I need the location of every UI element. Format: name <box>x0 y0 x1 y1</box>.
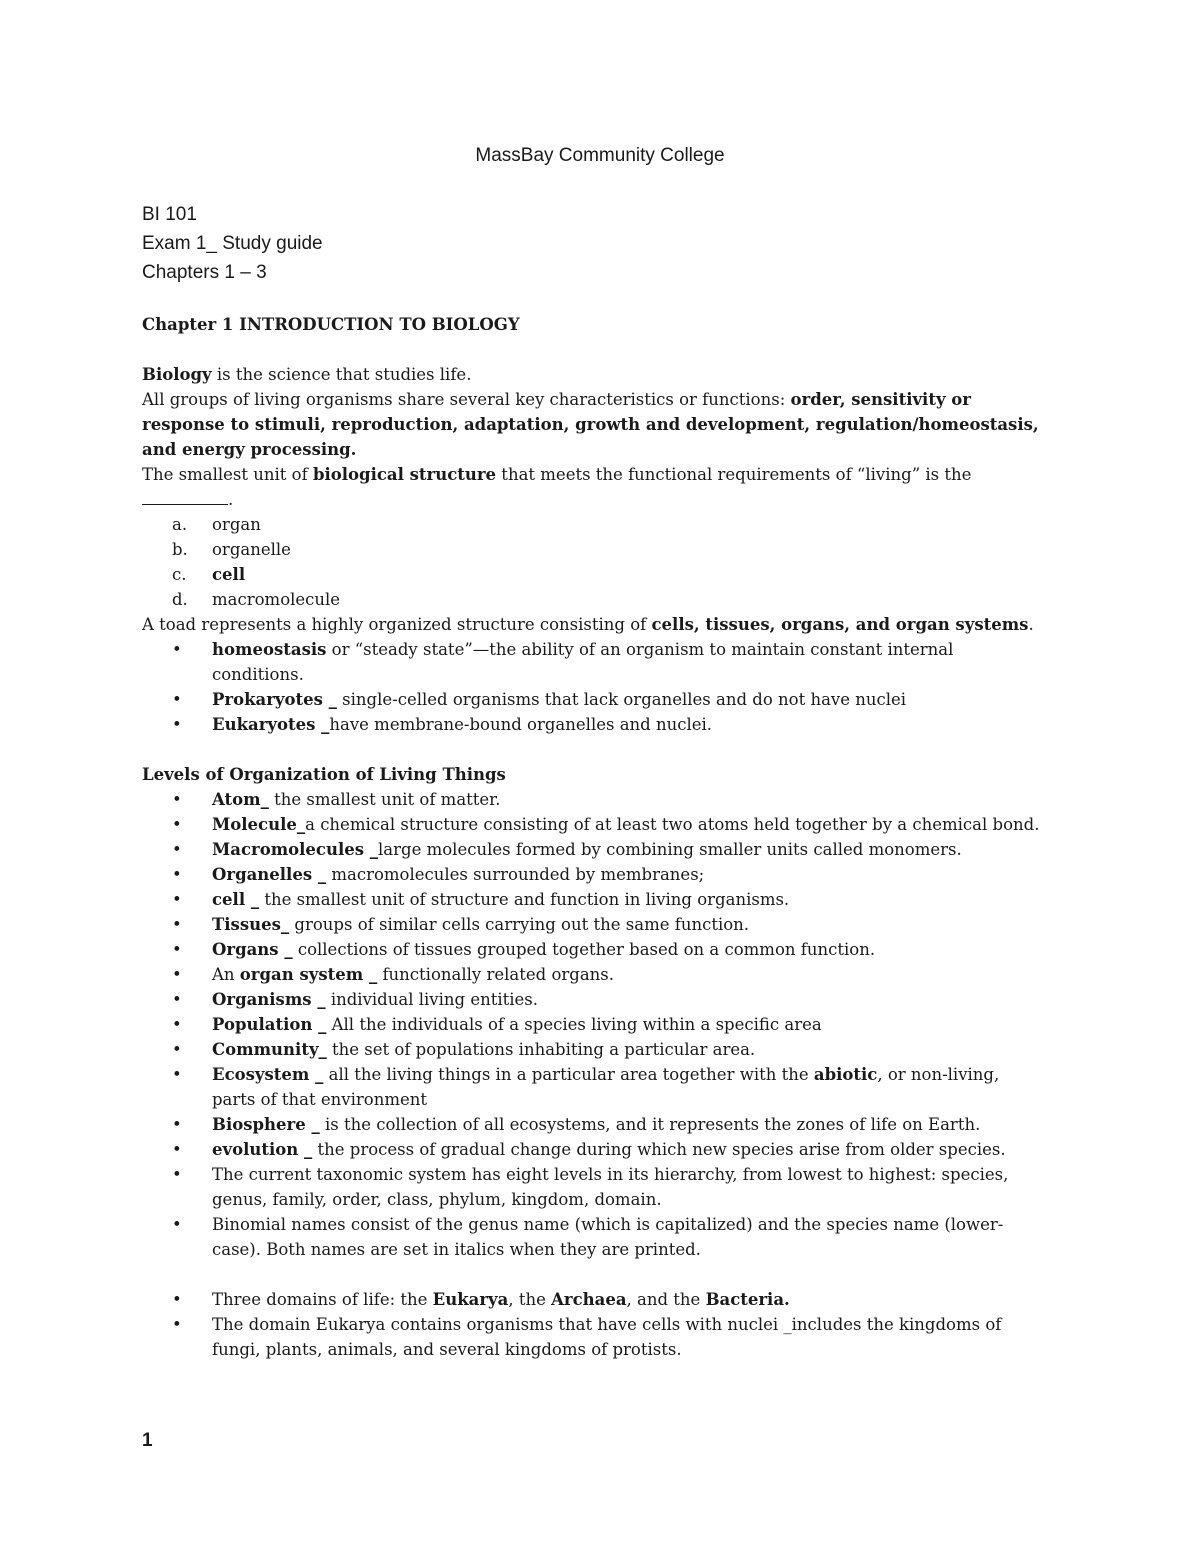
toad-paragraph: A toad represents a highly organized structure consisting of cells, tissues, organs, and organ systems. <box>142 615 1034 634</box>
list-item: • Molecule_a chemical structure consisting of at least two atoms held together by a chemical bond. <box>172 815 1040 834</box>
course-code: BI 101 <box>142 204 197 225</box>
list-item: • homeostasis or “steady state”—the ability of an organism to maintain constant internal conditions. <box>172 640 954 684</box>
chapter-title: Chapter 1 INTRODUCTION TO BIOLOGY <box>142 315 520 334</box>
list-item: • Organelles _ macromolecules surrounded by membranes; <box>172 865 705 884</box>
list-item: • Ecosystem _ all the living things in a particular area together with the abiotic, or non-living, parts of that environment <box>172 1065 1000 1109</box>
section-title: Levels of Organization of Living Things <box>142 765 506 784</box>
list-item: • Tissues_ groups of similar cells carrying out the same function. <box>172 915 750 934</box>
answer-blank <box>142 488 228 505</box>
exam-title: Exam 1_ Study guide <box>142 233 323 254</box>
option-item: d. macromolecule <box>172 590 341 609</box>
list-item: • The current taxonomic system has eight levels in its hierarchy, from lowest to highest: species, genus, family, order, class, phylum, kingdom, domain. <box>172 1165 1009 1209</box>
list-item: • Organs _ collections of tissues grouped together based on a common function. <box>172 940 876 959</box>
list-item: • Organisms _ individual living entities. <box>172 990 538 1009</box>
list-item: • Biosphere _ is the collection of all ecosystems, and it represents the zones of life on Earth. <box>172 1115 981 1134</box>
college-name: MassBay Community College <box>475 145 725 166</box>
list-item: • cell _ the smallest unit of structure and function in living organisms. <box>172 890 790 909</box>
list-item: • An organ system _ functionally related organs. <box>172 965 615 984</box>
characteristics-paragraph: All groups of living organisms share several key characteristics or functions: order, sensitivity or response to stimuli, reproduction, adaptation, growth and development, regulation/homeostasis, and energy processing. <box>142 390 1039 459</box>
option-item: a. organ <box>172 515 261 534</box>
list-item: • The domain Eukarya contains organisms that have cells with nuclei _includes the kingdoms of fungi, plants, animals, and several kingdoms of protists. <box>172 1315 1002 1359</box>
list-item: • evolution _ the process of gradual change during which new species arise from older species. <box>172 1140 1006 1159</box>
option-item-answer: c. cell <box>172 565 246 584</box>
list-item: • Eukaryotes _have membrane-bound organelles and nuclei. <box>172 715 713 734</box>
list-item: • Prokaryotes _ single-celled organisms that lack organelles and do not have nuclei <box>172 690 907 709</box>
document-body <box>142 312 1042 1362</box>
biology-definition: Biology is the science that studies life. <box>142 365 472 384</box>
list-item: • Population _ All the individuals of a species living within a specific area <box>172 1015 822 1034</box>
list-item: • Community_ the set of populations inhabiting a particular area. <box>172 1040 756 1059</box>
list-item: • Three domains of life: the Eukarya, the Archaea, and the Bacteria. <box>172 1290 790 1309</box>
list-item: • Macromolecules _large molecules formed by combining smaller units called monomers. <box>172 840 962 859</box>
chapters-range: Chapters 1 – 3 <box>142 262 267 283</box>
list-item: • Binomial names consist of the genus name (which is capitalized) and the species name (lower-case). Both names are set in italics when they are printed. <box>172 1215 1004 1259</box>
list-item: • Atom_ the smallest unit of matter. <box>172 790 501 809</box>
question-paragraph: The smallest unit of biological structure that meets the functional requirements of “living” is the . <box>142 465 972 509</box>
page-number: 1 <box>142 1430 153 1451</box>
option-item: b. organelle <box>172 540 291 559</box>
